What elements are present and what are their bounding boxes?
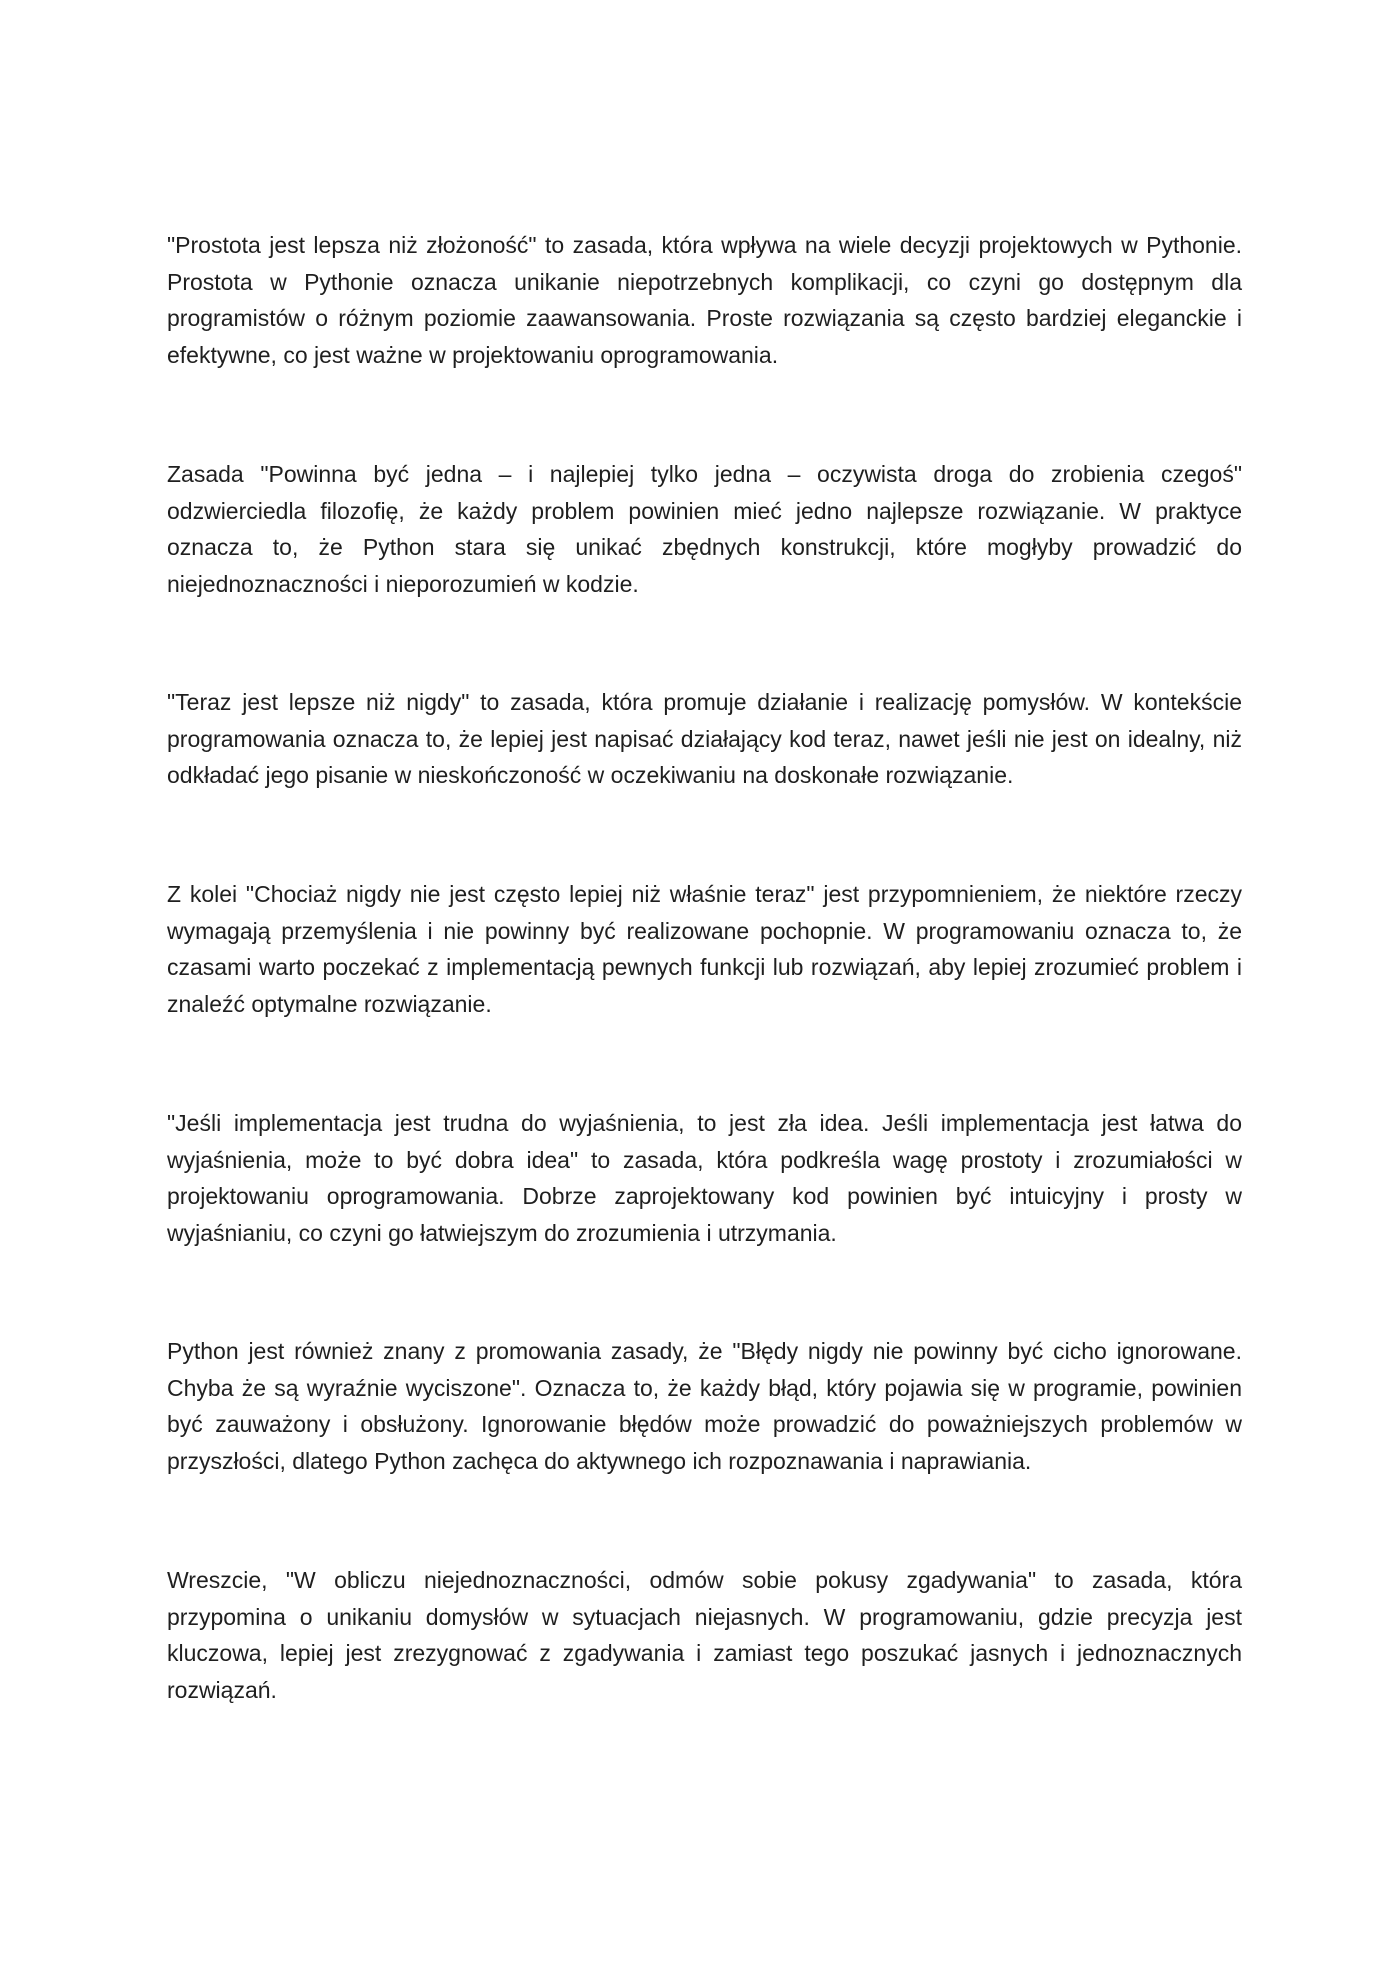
paragraph-now-better-than-never: "Teraz jest lepsze niż nigdy" to zasada, która promuje działanie i realizację pomysłów. W kontekście programowania oznacza to, że lepiej jest napisać działający kod teraz, nawet jeśli nie jest on idealny, niż odkładać jego pisanie w nieskończoność w oczekiwaniu na doskonałe rozwiązanie. <box>167 689 1242 788</box>
paragraph-never-often-better: Z kolei "Chociaż nigdy nie jest często lepiej niż właśnie teraz" jest przypomnieniem, że niektóre rzeczy wymagają przemyślenia i nie powinny być realizowane pochopnie. W programowaniu oznacza to, że czasami warto poczekać z implementacją pewnych funkcji lub rozwiązań, aby lepiej zrozumieć problem i znaleźć optymalne rozwiązanie. <box>167 881 1242 1017</box>
paragraph-errors-never-silent: Python jest również znany z promowania zasady, że "Błędy nigdy nie powinny być cicho ignorowane. Chyba że są wyraźnie wyciszone". Oznacza to, że każdy błąd, który pojawia się w programie, powinien być zauważony i obsłużony. Ignorowanie błędów może prowadzić do poważniejszych problemów w przyszłości, dlatego Python zachęca do aktywnego ich rozpoznawania i naprawiania. <box>167 1338 1242 1474</box>
paragraph-refuse-to-guess: Wreszcie, "W obliczu niejednoznaczności, odmów sobie pokusy zgadywania" to zasada, która przypomina o unikaniu domysłów w sytuacjach niejasnych. W programowaniu, gdzie precyzja jest kluczowa, lepiej jest zrezygnować z zgadywania i zamiast tego poszukać jasnych i jednoznacznych rozwiązań. <box>167 1567 1242 1703</box>
paragraph-hard-to-explain: "Jeśli implementacja jest trudna do wyjaśnienia, to jest zła idea. Jeśli implementacja jest łatwa do wyjaśnienia, może to być dobra idea" to zasada, która podkreśla wagę prostoty i zrozumiałości w projektowaniu oprogramowania. Dobrze zaprojektowany kod powinien być intuicyjny i prosty w wyjaśnianiu, co czyni go łatwiejszym do zrozumienia i utrzymania. <box>167 1110 1242 1246</box>
paragraph-simplicity: "Prostota jest lepsza niż złożoność" to zasada, która wpływa na wiele decyzji projektowych w Pythonie. Prostota w Pythonie oznacza unikanie niepotrzebnych komplikacji, co czyni go dostępnym dla programistów o różnym poziomie zaawansowania. Proste rozwiązania są często bardziej eleganckie i efektywne, co jest ważne w projektowaniu oprogramowania. <box>167 232 1242 368</box>
paragraph-one-obvious-way: Zasada "Powinna być jedna – i najlepiej tylko jedna – oczywista droga do zrobienia czegoś" odzwierciedla filozofię, że każdy problem powinien mieć jedno najlepsze rozwiązanie. W praktyce oznacza to, że Python stara się unikać zbędnych konstrukcji, które mogłyby prowadzić do niejednoznaczności i nieporozumień w kodzie. <box>167 461 1242 597</box>
